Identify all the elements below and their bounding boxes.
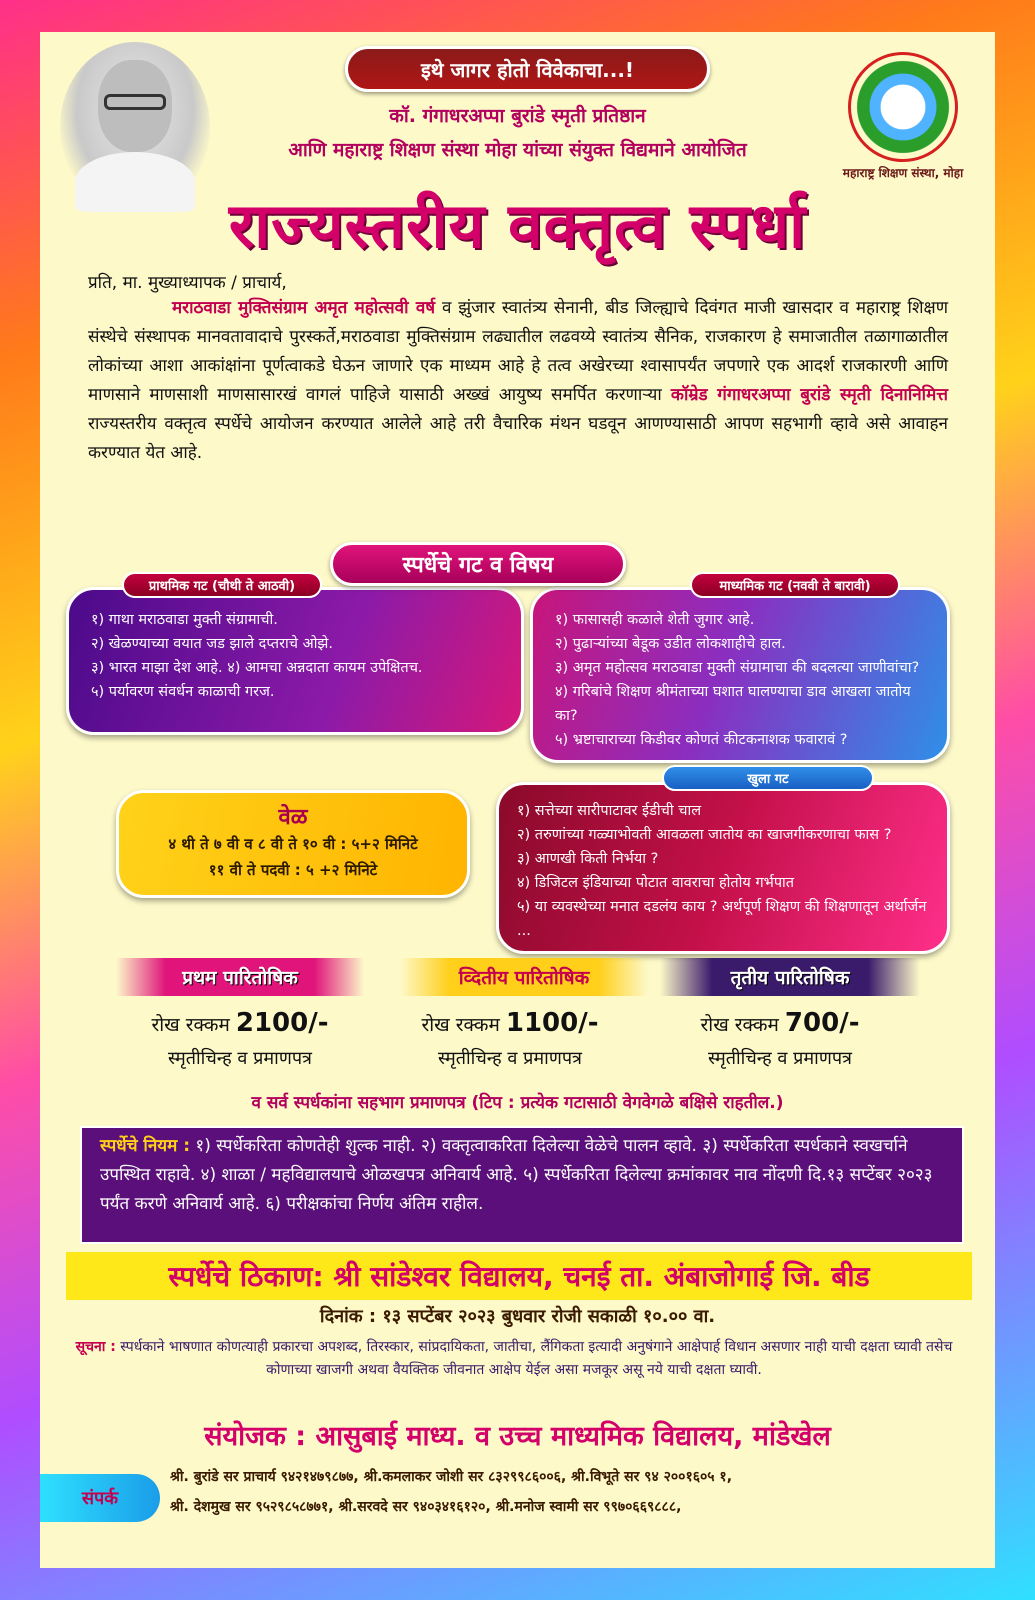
intro-text-2: राज्यस्तरीय वक्तृत्व स्पर्धेचे आयोजन करण्यात आलेले आहे तरी वैचारिक मंथन घडवून आणण्यासाठी आपण सहभागी व्हावे असे आवाहन करण्यात येत आहे. [88,414,948,463]
first-prize [110,1008,370,1070]
prize-amount: 700/- [784,1008,860,1038]
list-item: ३) आणखी किती निर्भया ? [517,851,659,867]
time-heading: वेळ [278,805,308,830]
organizer-line-2: आणि महाराष्ट्र शिक्षण संस्था मोहा यांच्या संयुक्त विद्यमाने आयोजित [288,139,747,161]
second-prize [380,1008,640,1070]
third-prize-title: तृतीय पारितोषिक [660,958,920,996]
list-item: ३) भारत माझा देश आहे. ४) आमचा अन्नदाता कायम उपेक्षितच. [91,660,423,676]
notice-text: स्पर्धकाने भाषणात कोणत्याही प्रकारचा अपशब्द, तिरस्कार, सांप्रदायिकता, जातीचा, लैंगिकता इत्यादी अनुषंगाने आक्षेपार्ह विधान असणार नाही याची दक्षता घ्यावी तसेच कोणाच्या खाजगी अथवा वैयक्तिक जीवनात आक्षेप येईल असा मजकूर असू नये याची दक्षता घ्यावी. [115,1339,953,1378]
list-item: ५) पर्यावरण संवर्धन काळाची गरज. [91,684,275,700]
first-prize-title: प्रथम पारितोषिक [116,958,364,996]
rules-text: १) स्पर्धेकरिता कोणतेही शुल्क नाही. २) वक्तृत्वाकरिता दिलेल्या वेळेचे पालन व्हावे. ३) स्पर्धेकरिता स्पर्धकाने स्वखर्चाने उपस्थित राहावे. ४) शाळा / महविद्यालयाचे ओळखपत्र अनिवार्य आहे. ५) स्पर्धेकरिता दिलेल्या क्रमांकावर नाव नोंदणी दि.१३ सप्टेंबर २०२३ पर्यंत करणे अनिवार्य आहे. ६) परीक्षकांचा निर्णय अंतिम राहील. [100,1136,933,1214]
coordinator: संयोजक : आसुबाई माध्य. व उच्च माध्यमिक विद्यालय, मांडेखेल [204,1421,831,1452]
categories-title: स्पर्धेचे गट व विषय [330,542,626,586]
page-title: राज्यस्तरीय वक्तृत्व स्पर्धा [228,189,807,262]
open-topics-box [496,782,950,954]
prize-label: रोख रक्कम [700,1014,779,1036]
organizer-line-1: कॉ. गंगाधरअप्पा बुरांडे स्मृती प्रतिष्ठान [389,105,646,127]
primary-topics-box [66,587,524,735]
event-date: दिनांक : १३ सप्टेंबर २०२३ बुधवार रोजी सकाळी १०.०० वा. [319,1306,716,1327]
salutation: प्रति, मा. मुख्याध्यापक / प्राचार्य, [88,273,287,293]
time-line-2: ११ वी ते पदवी : ५ +२ मिनिटे [208,861,378,879]
secondary-topics-box [530,587,950,763]
list-item: ३) अमृत महोत्सव मराठवाडा मुक्ती संग्रामाचा की बदलत्या जाणीवांचा? [555,660,920,676]
tagline-banner: इथे जागर होतो विवेकाचा...! [345,46,710,92]
third-prize [650,1008,910,1070]
contact-badge: संपर्क [40,1474,160,1522]
list-item: २) तरुणांच्या गळ्याभोवती आवळला जातोय का खाजगीकरणाचा फास ? [517,827,892,843]
prize-memento: स्मृतीचिन्ह व प्रमाणपत्र [707,1048,852,1069]
list-item: १) फासासही कळाले शेती जुगार आहे. [555,612,755,628]
list-item: २) पुढाऱ्यांच्या बेडूक उडीत लोकशाहीचे हाल. [555,636,786,652]
notice [74,1336,954,1382]
prize-memento: स्मृतीचिन्ह व प्रमाणपत्र [167,1048,312,1069]
prize-amount: 1100/- [505,1008,599,1038]
rules-heading: स्पर्धेचे नियम : [100,1136,191,1156]
contact-list [170,1462,980,1522]
notice-heading: सूचना : [75,1339,116,1355]
second-prize-title: व्दितीय पारितोषिक [400,958,648,996]
list-item: ५) भ्रष्टाचाराच्या किडीवर कोणतं कीटकनाशक फवारावं ? [555,732,848,748]
time-line-1: ४ थी ते ७ वी व ८ वी ते १० वी : ५+२ मिनिटे [168,835,418,853]
contact-line-2: श्री. देशमुख सर ९५२९८५८७७१, श्री.सरवदे सर ९४०३४१६१२०, श्री.मनोज स्वामी सर ९९७०६६९८८८, [170,1499,682,1515]
primary-group-tag: प्राथमिक गट (चौथी ते आठवी) [122,572,322,598]
time-box [116,790,470,898]
list-item: ५) या व्यवस्थेच्या मनात दडलंय काय ? अर्थपूर्ण शिक्षण की शिक्षणातून अर्थार्जन ... [517,899,927,939]
list-item: ४) डिजिटल इंडियाच्या पोटात वावराचा होतोय गर्भपात [517,875,795,891]
secondary-group-tag: माध्यमिक गट (नववी ते बारावी) [690,572,900,598]
poster [40,32,995,1568]
intro-highlight-1: मराठवाडा मुक्तिसंग्राम अमृत महोत्सवी वर्ष [172,298,436,318]
intro-text-1: व झुंजार स्वातंत्र्य सेनानी, बीड जिल्ह्याचे दिवंगत माजी खासदार व महाराष्ट्र शिक्षण संस्थेचे संस्थापक मानवतावादाचे पुरस्कर्ते,मराठवाडा मुक्तिसंग्राम लढ्यातील लढवय्ये स्वातंत्र्य सैनिक, राजकारण हे समाजातील तळागाळातील लोकांच्या आशा आकांक्षांना पूर्णत्वाकडे घेऊन जाणारे एक माध्यम आहे हे तत्व अखेरच्या श्वासापर्यंत जपणारे एक आदर्श राजकारणी आणि माणसाने माणसाशी माणसासारखं वागलं पाहिजे यासाठी अख्खं आयुष्य समर्पित करणाऱ्या [88,298,948,405]
venue-strip: स्पर्धेचे ठिकाण: श्री सांडेश्वर विद्यालय, चनई ता. अंबाजोगाई जि. बीड [66,1252,972,1300]
list-item: ४) गरिबांचे शिक्षण श्रीमंताच्या घशात घालण्याचा डाव आखला जातोय का? [555,684,911,724]
intro-highlight-2: कॉम्रेड गंगाधरअप्पा बुरांडे स्मृती दिनानिमित्त [670,385,948,405]
intro-paragraph [88,294,948,468]
rules-box [80,1126,964,1244]
list-item: १) गाथा मराठवाडा मुक्ती संग्रामाची. [91,612,278,628]
list-item: १) सत्तेच्या सारीपाटावर ईडीची चाल [517,803,702,819]
prize-amount: 2100/- [235,1008,329,1038]
logo-caption: महाराष्ट्र शिक्षण संस्था, मोहा [842,166,964,180]
contact-line-1: श्री. बुरांडे सर प्राचार्य ९४२१४७९८७७, श्री.कमलाकर जोशी सर ८३२९९८६००६, श्री.विभूते सर ९४ २००१६०५ १, [170,1469,733,1485]
participation-note: व सर्व स्पर्धकांना सहभाग प्रमाणपत्र (टिप : प्रत्येक गटासाठी वेगवेगळे बक्षिसे राहतील.) [251,1093,784,1113]
prize-label: रोख रक्कम [421,1014,500,1036]
prize-memento: स्मृतीचिन्ह व प्रमाणपत्र [437,1048,582,1069]
open-group-tag: खुला गट [662,765,874,791]
list-item: २) खेळण्याच्या वयात जड झाले दप्तराचे ओझे. [91,636,333,652]
prize-label: रोख रक्कम [151,1014,230,1036]
